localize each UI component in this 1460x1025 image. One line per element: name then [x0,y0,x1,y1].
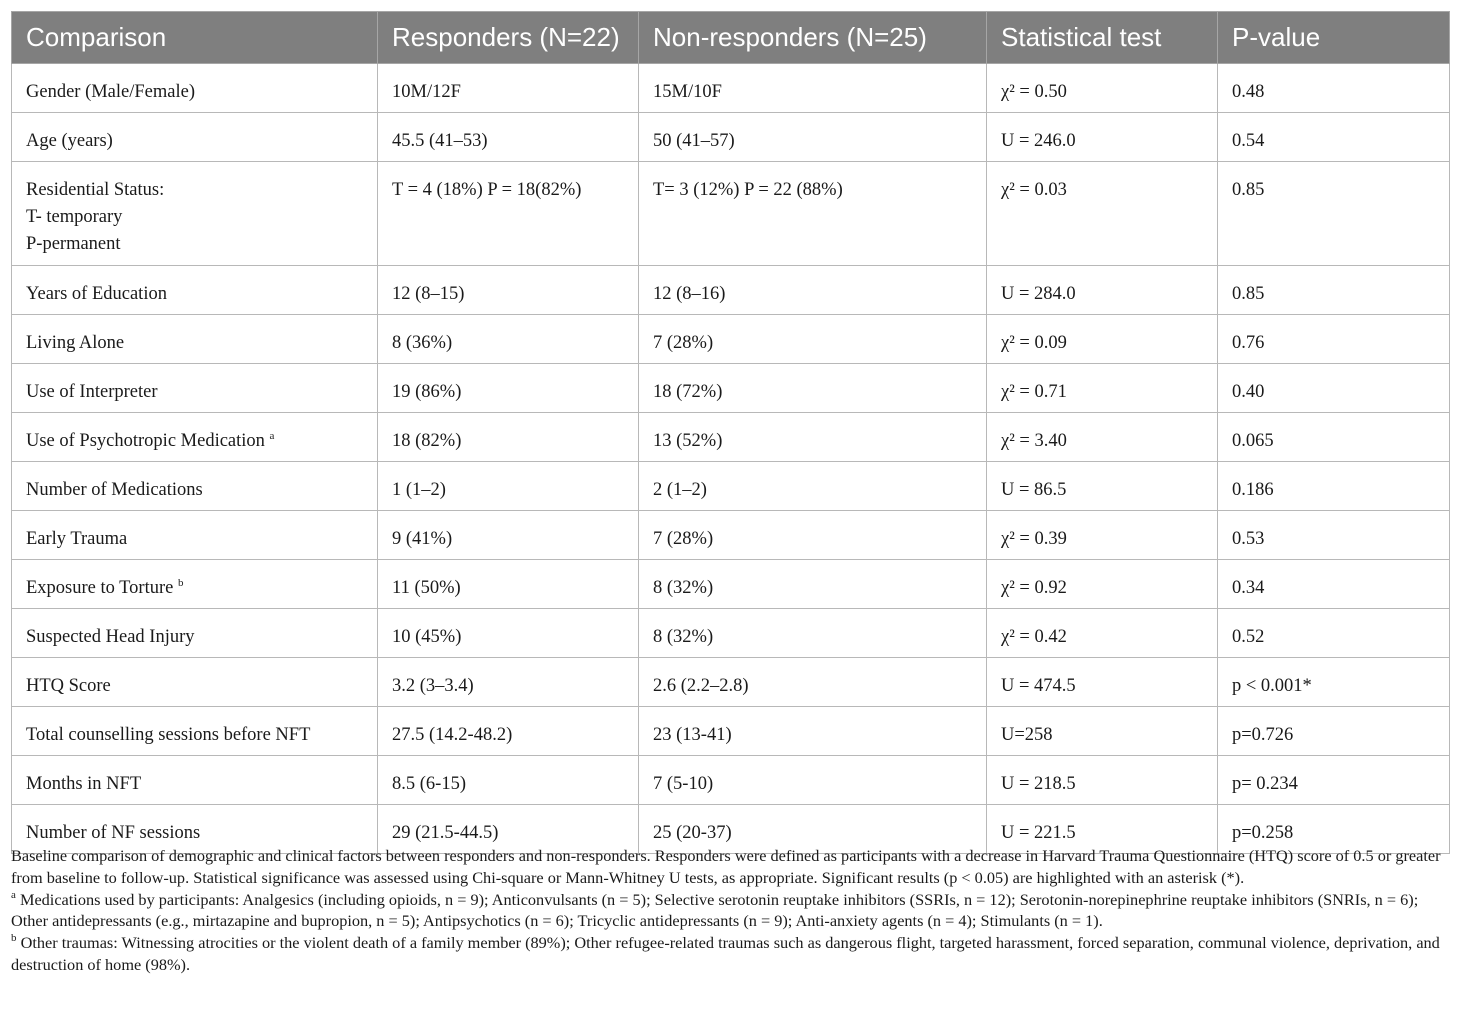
cell-statistical-test: U = 218.5 [987,756,1218,805]
cell-comparison-label: Number of NF sessions [26,823,201,843]
cell-statistical-test: U = 221.5 [987,805,1218,854]
cell-responders: 3.2 (3–3.4) [378,658,639,707]
footnote-a-text: Medications used by participants: Analgesics (including opioids, n = 9); Anticonvulsants (n = 5); Selective serotonin reuptake inhibitors (SSRIs, n = 12); Serotonin-norepinephrine reuptake inhibitors (SNRIs, n = 6); Other antidepressants (e.g., mirtazapine and bupropion, n = 5); Antipsychotics (n = 6); Tricyclic antidepressants (n = 9); Anti-anxiety agents (n = 4); Stimulants (n = 1). [11,889,1419,931]
cell-responders: 29 (21.5-44.5) [378,805,639,854]
cell-comparison-label: Exposure to Torture [26,578,174,598]
cell-statistical-test: χ² = 0.39 [987,511,1218,560]
footnote-b-text: Other traumas: Witnessing atrocities or the violent death of a family member (89%); Other refugee-related traumas such as dangerous flight, targeted harassment, forced separation, communal violence, deprivation, and destruction of home (98%). [11,933,1440,974]
cell-p-value: p < 0.001* [1218,658,1450,707]
header-p-value: P-value [1218,12,1450,64]
cell-non-responders: 50 (41–57) [639,113,987,162]
cell-p-value: 0.34 [1218,560,1450,609]
cell-responders: 10M/12F [378,64,639,113]
table-header-row [12,12,1450,64]
cell-non-responders: 2 (1–2) [639,462,987,511]
cell-statistical-test: U=258 [987,707,1218,756]
cell-non-responders: 25 (20-37) [639,805,987,854]
cell-comparison [12,511,378,560]
cell-responders: 27.5 (14.2-48.2) [378,707,639,756]
cell-responders: 45.5 (41–53) [378,113,639,162]
cell-comparison-label: Age (years) [26,131,113,151]
header-non-responders: Non-responders (N=25) [639,12,987,64]
cell-non-responders: 7 (5-10) [639,756,987,805]
cell-comparison-label: Use of Psychotropic Medication [26,431,265,451]
cell-non-responders: 8 (32%) [639,560,987,609]
cell-responders: 10 (45%) [378,609,639,658]
table-row [12,511,1450,560]
cell-responders: 12 (8–15) [378,266,639,315]
table-caption: Baseline comparison of demographic and clinical factors between responders and non-responders. Responders were defined as participants with a decrease in Harvard Trauma Questionnaire (HTQ) score of 0.5 or greater from baseline to follow-up. Statistical significance was assessed using Chi-square or Mann-Whitney U tests, as appropriate. Significant results (p < 0.05) are highlighted with an asterisk (*). [11,846,1441,887]
cell-p-value: 0.40 [1218,364,1450,413]
cell-comparison-label: Total counselling sessions before NFT [26,725,311,745]
cell-non-responders: 15M/10F [639,64,987,113]
header-statistical-test: Statistical test [987,12,1218,64]
cell-comparison [12,609,378,658]
cell-responders: 18 (82%) [378,413,639,462]
cell-responders: 8.5 (6-15) [378,756,639,805]
table-row [12,462,1450,511]
cell-p-value: 0.52 [1218,609,1450,658]
cell-non-responders: 18 (72%) [639,364,987,413]
cell-statistical-test: χ² = 0.71 [987,364,1218,413]
table-row [12,64,1450,113]
cell-comparison-label: Gender (Male/Female) [26,82,195,102]
footnote-marker: b [177,577,184,589]
cell-comparison [12,560,378,609]
cell-comparison [12,162,378,266]
comparison-table [11,11,1450,854]
cell-p-value: 0.186 [1218,462,1450,511]
footnote-b [11,932,1451,976]
header-responders: Responders (N=22) [378,12,639,64]
cell-responders: 11 (50%) [378,560,639,609]
cell-non-responders: T= 3 (12%) P = 22 (88%) [639,162,987,266]
cell-p-value: 0.76 [1218,315,1450,364]
cell-statistical-test: χ² = 0.09 [987,315,1218,364]
table-row [12,364,1450,413]
table-row [12,266,1450,315]
footnote-a [11,889,1451,933]
table-row [12,609,1450,658]
cell-comparison-label: Early Trauma [26,529,128,549]
cell-comparison [12,413,378,462]
cell-comparison-label: Number of Medications [26,480,203,500]
cell-p-value: 0.85 [1218,266,1450,315]
cell-statistical-test: U = 284.0 [987,266,1218,315]
cell-statistical-test: U = 246.0 [987,113,1218,162]
cell-comparison [12,113,378,162]
cell-p-value: p=0.726 [1218,707,1450,756]
cell-comparison-label: Use of Interpreter [26,382,158,402]
cell-comparison-line: Residential Status: [26,180,165,200]
cell-p-value: 0.85 [1218,162,1450,266]
cell-non-responders: 13 (52%) [639,413,987,462]
footnote-marker: a [269,430,275,442]
cell-non-responders: 2.6 (2.2–2.8) [639,658,987,707]
cell-statistical-test: χ² = 0.42 [987,609,1218,658]
cell-non-responders: 12 (8–16) [639,266,987,315]
cell-statistical-test: χ² = 0.50 [987,64,1218,113]
table-row [12,756,1450,805]
cell-statistical-test: U = 474.5 [987,658,1218,707]
cell-statistical-test: χ² = 0.92 [987,560,1218,609]
cell-non-responders: 23 (13-41) [639,707,987,756]
table-container [11,11,1449,854]
cell-p-value: 0.48 [1218,64,1450,113]
cell-comparison-label: HTQ Score [26,676,111,696]
cell-comparison [12,462,378,511]
cell-non-responders: 8 (32%) [639,609,987,658]
table-row [12,560,1450,609]
cell-statistical-test: U = 86.5 [987,462,1218,511]
cell-comparison [12,658,378,707]
table-row [12,707,1450,756]
header-comparison: Comparison [12,12,378,64]
cell-comparison-label: Months in NFT [26,774,142,794]
cell-comparison [12,364,378,413]
table-row [12,315,1450,364]
cell-comparison-label: Living Alone [26,333,125,353]
cell-statistical-test: χ² = 0.03 [987,162,1218,266]
cell-responders: 1 (1–2) [378,462,639,511]
footnote-b-mark: b [11,932,17,945]
footnote-a-mark: a [11,888,16,901]
table-row [12,658,1450,707]
cell-comparison-line: P-permanent [26,234,121,254]
cell-comparison [12,315,378,364]
table-notes [11,845,1451,976]
cell-p-value: p=0.258 [1218,805,1450,854]
cell-non-responders: 7 (28%) [639,511,987,560]
cell-comparison [12,756,378,805]
cell-responders: 19 (86%) [378,364,639,413]
cell-comparison-label: Years of Education [26,284,167,304]
cell-responders: 9 (41%) [378,511,639,560]
cell-responders: 8 (36%) [378,315,639,364]
table-row [12,413,1450,462]
cell-comparison [12,707,378,756]
cell-p-value: p= 0.234 [1218,756,1450,805]
cell-non-responders: 7 (28%) [639,315,987,364]
cell-p-value: 0.065 [1218,413,1450,462]
cell-comparison [12,266,378,315]
table-row [12,113,1450,162]
cell-statistical-test: χ² = 3.40 [987,413,1218,462]
cell-comparison [12,64,378,113]
cell-p-value: 0.53 [1218,511,1450,560]
cell-p-value: 0.54 [1218,113,1450,162]
cell-comparison-line: T- temporary [26,207,123,227]
cell-responders: T = 4 (18%) P = 18(82%) [378,162,639,266]
cell-comparison-label: Suspected Head Injury [26,627,195,647]
table-row [12,162,1450,266]
